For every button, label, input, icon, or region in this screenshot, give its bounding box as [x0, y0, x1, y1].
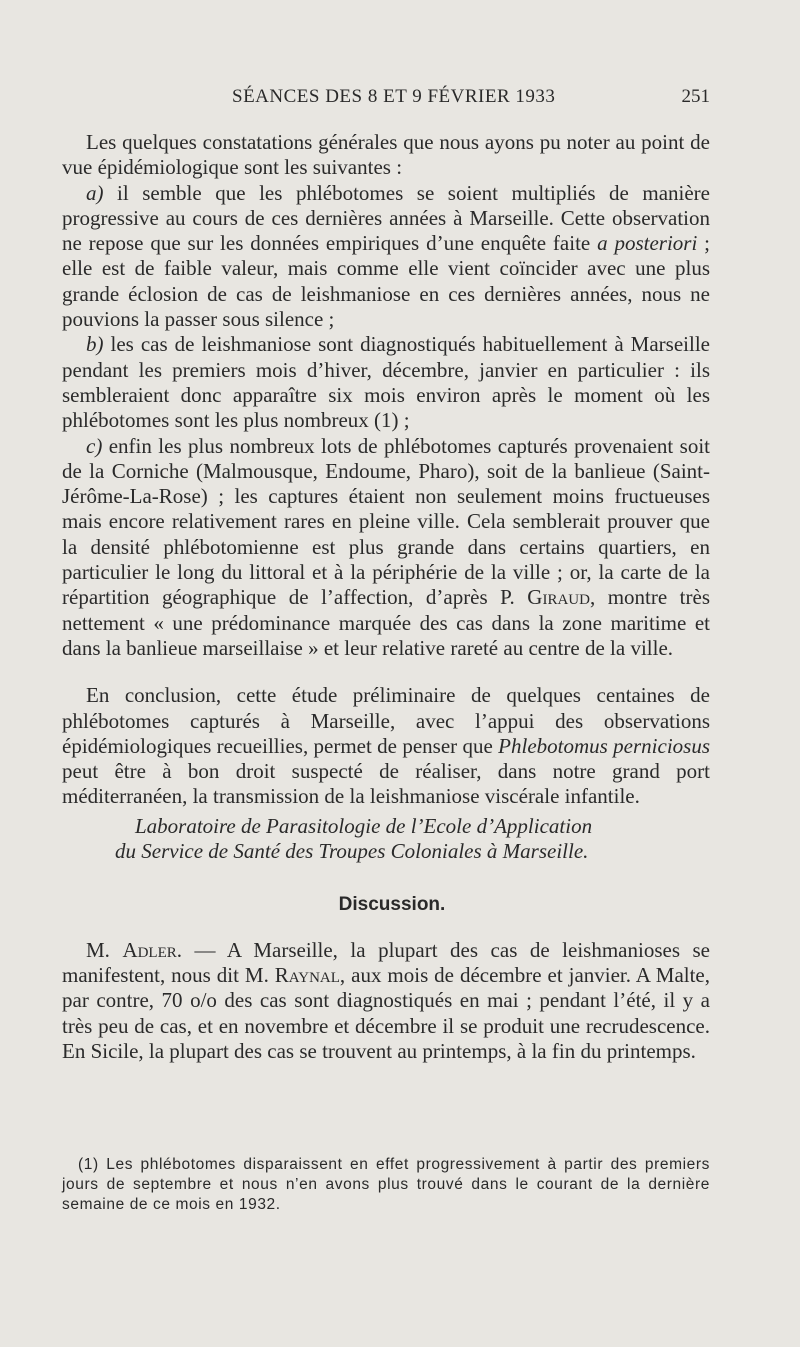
paragraph-c-text-1: enfin les plus nombreux lots de phlébotomes capturés provenaient soit de la Corniche (Malmousque, Endoume, Pharo), soit de la banlieue (Saint-Jérôme-La-Rose) ; les captures étaient non seulement moins fructueuses mais encore relativement rares en pleine ville. Cela semblerait prouver que la densité phlébotomienne est plus grande dans certains quartiers, en particulier le long du littoral et à la périphérie de la ville ; or, la carte de la répartition géographique de l’affection, d’après P.: [62, 433, 710, 610]
laboratory-signature: [62, 814, 710, 865]
speaker-prefix: M.: [86, 937, 123, 962]
item-label-c: c): [86, 433, 103, 458]
italic-a-posteriori: a posteriori: [597, 231, 698, 256]
speaker-name: Adler: [122, 937, 177, 962]
discussion-heading: Discussion.: [338, 894, 446, 916]
paragraph-a: [62, 181, 710, 333]
paragraph-conclusion: [62, 683, 710, 809]
conclusion-text-1: En conclusion, cette étude préliminaire de quelques centaines de phlébotomes capturés à Marseille, avec l’appui des observations épidémiologiques recueillies, permet de penser que: [62, 683, 710, 758]
paragraph-a-text-1: il semble que les phlébotomes se soient multipliés de manière progressive au cours de ces dernières années à Marseille. Cette observation ne repose que sur les données empiriques d’une enquête faite: [62, 180, 710, 256]
footnote-text: (1) Les phlébotomes disparaissent en effet progressivement à partir des premiers jours de septembre et nous n’en avons plus trouvé dans le courant de la dernière semaine de ce mois en 1932.: [62, 1156, 710, 1213]
paragraph-b: [62, 332, 710, 433]
paragraph-b-text: les cas de leishmaniose sont diagnostiqués habituellement à Marseille pendant les premiers mois d’hiver, décembre, janvier en particulier : ils sembleraient donc apparaître six mois environ après le moment où les phlébotomes sont les plus nombreux (1) ;: [62, 332, 710, 433]
lab-line-1: Laboratoire de Parasitologie de l’Ecole d’Application: [135, 813, 593, 838]
page-header: [62, 86, 710, 112]
discussion-paragraph: [62, 938, 710, 1064]
item-label-a: a): [86, 180, 104, 205]
item-label-b: b): [86, 332, 104, 357]
author-name-giraud: Giraud: [527, 585, 590, 610]
paragraph-c-text-2: , montre très nettement « une prédominance marquée des cas dans la zone maritime et dans la banlieue marseillaise » et leur relative rareté au centre de la ville.: [62, 585, 710, 660]
main-text: [62, 130, 710, 1064]
discussion-text-2: , aux mois de décembre et janvier. A Malte, par contre, 70 o/o des cas sont diagnostiqués en mai ; pendant l’été, il y a très peu de cas, et en novembre et décembre il se produit une recrudescence. En Sicile, la plupart des cas se trouvent au printemps, à la fin du printemps.: [62, 962, 711, 1063]
lab-line-2: du Service de Santé des Troupes Coloniales à Marseille.: [115, 839, 589, 864]
paragraph-a-text-2: ; elle est de faible valeur, mais comme elle vient coïncider avec une plus grande éclosion de cas de leishmaniose en ces dernières années, nous ne pouvions la passer sous silence ;: [62, 231, 710, 332]
paragraph-intro: Les quelques constatations générales que nous ayons pu noter au point de vue épidémiologique sont les suivantes :: [62, 130, 710, 180]
footnote: [62, 1155, 710, 1215]
species-name: Phlebotomus perniciosus: [498, 733, 710, 758]
running-title: SÉANCES DES 8 ET 9 FÉVRIER 1933: [232, 86, 556, 107]
page-number: 251: [681, 86, 710, 107]
conclusion-text-2: peut être à bon droit suspecté de réaliser, dans notre grand port méditerranéen, la transmission de la leishmaniose viscérale infantile.: [62, 759, 710, 809]
paragraph-c: [62, 434, 710, 662]
discussion-text-1: . — A Marseille, la plupart des cas de leishmanioses se manifestent, nous dit M.: [62, 937, 710, 987]
cited-name: Raynal: [274, 962, 340, 987]
